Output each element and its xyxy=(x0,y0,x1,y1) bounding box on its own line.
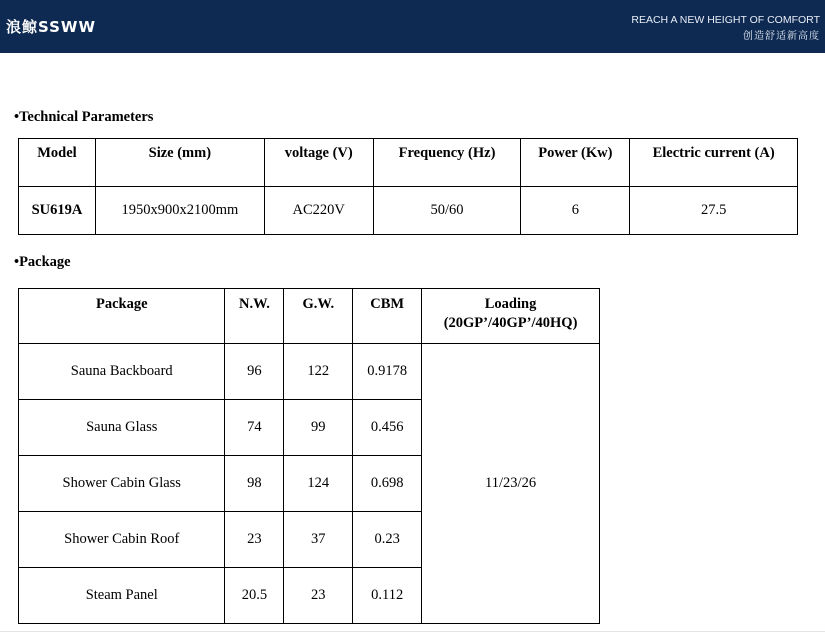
cell-net-weight: 98 xyxy=(225,456,284,512)
cell-package: Sauna Backboard xyxy=(19,344,225,400)
header-bar xyxy=(0,0,825,53)
cell-power: 6 xyxy=(521,187,630,235)
cell-frequency: 50/60 xyxy=(373,187,521,235)
header-gross-weight: G.W. xyxy=(284,289,353,344)
header-cbm: CBM xyxy=(353,289,422,344)
header-loading-units: (20GP’/40GP’/40HQ) xyxy=(443,315,578,331)
header-loading-label: Loading xyxy=(484,296,537,312)
header-power: Power (Kw) xyxy=(521,139,630,187)
cell-gross-weight: 37 xyxy=(284,512,353,568)
table-row xyxy=(19,344,600,400)
header-package: Package xyxy=(19,289,225,344)
cell-package: Steam Panel xyxy=(19,568,225,624)
cell-net-weight: 23 xyxy=(225,512,284,568)
header-loading xyxy=(422,289,600,344)
cell-cbm: 0.698 xyxy=(353,456,422,512)
cell-size: 1950x900x2100mm xyxy=(95,187,264,235)
cell-gross-weight: 122 xyxy=(284,344,353,400)
cell-package: Shower Cabin Roof xyxy=(19,512,225,568)
cell-electric-current: 27.5 xyxy=(630,187,798,235)
header-net-weight: N.W. xyxy=(225,289,284,344)
header-frequency: Frequency (Hz) xyxy=(373,139,521,187)
cell-voltage: AC220V xyxy=(264,187,373,235)
package-title: •Package xyxy=(14,254,71,270)
header-size: Size (mm) xyxy=(95,139,264,187)
cell-package: Shower Cabin Glass xyxy=(19,456,225,512)
header-model: Model xyxy=(19,139,96,187)
cell-cbm: 0.456 xyxy=(353,400,422,456)
package-table xyxy=(18,288,600,624)
table-header-row xyxy=(19,139,798,187)
cell-package: Sauna Glass xyxy=(19,400,225,456)
cell-gross-weight: 23 xyxy=(284,568,353,624)
brand-logo: 浪鲸SSWW xyxy=(6,18,97,36)
cell-gross-weight: 124 xyxy=(284,456,353,512)
technical-parameters-table xyxy=(18,138,798,235)
cell-net-weight: 96 xyxy=(225,344,284,400)
cell-net-weight: 74 xyxy=(225,400,284,456)
footer-divider xyxy=(0,631,825,632)
cell-cbm: 0.112 xyxy=(353,568,422,624)
slogan-chinese: 创造舒适新高度 xyxy=(743,31,820,42)
header-voltage: voltage (V) xyxy=(264,139,373,187)
cell-cbm: 0.23 xyxy=(353,512,422,568)
cell-net-weight: 20.5 xyxy=(225,568,284,624)
technical-parameters-title: •Technical Parameters xyxy=(14,109,154,125)
table-header-row xyxy=(19,289,600,344)
cell-loading: 11/23/26 xyxy=(422,344,600,624)
table-row xyxy=(19,187,798,235)
slogan-english: REACH A NEW HEIGHT OF COMFORT xyxy=(631,14,820,26)
cell-cbm: 0.9178 xyxy=(353,344,422,400)
cell-model: SU619A xyxy=(19,187,96,235)
cell-gross-weight: 99 xyxy=(284,400,353,456)
header-electric-current: Electric current (A) xyxy=(630,139,798,187)
